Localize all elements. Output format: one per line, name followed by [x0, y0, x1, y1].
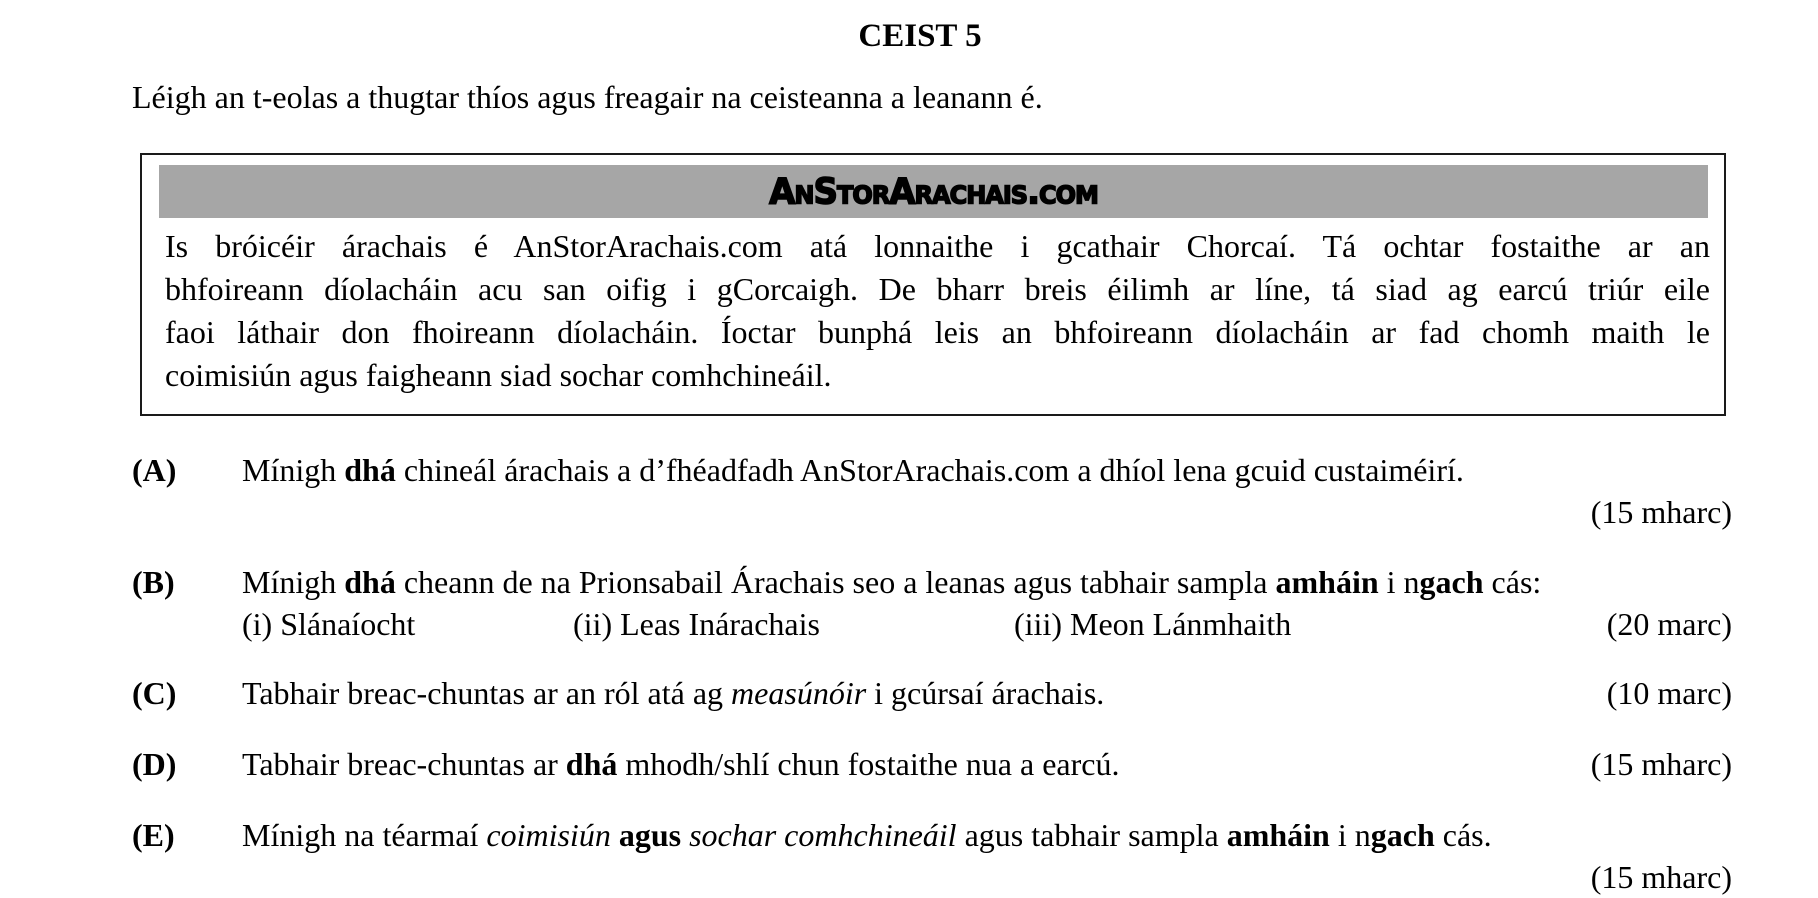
- company-banner: [159, 165, 1708, 218]
- question-text: [242, 450, 1464, 490]
- text-run-bold: amháin: [1275, 564, 1379, 600]
- principle-item: (i) Slánaíocht: [242, 606, 416, 642]
- principle-item: (iii) Meon Lánmhaith: [1014, 606, 1292, 642]
- text-run: i n: [1329, 817, 1371, 853]
- description-line: coimisiún agus faigheann siad sochar comhchineáil.: [165, 357, 832, 393]
- principle-item: (ii) Leas Inárachais: [573, 606, 820, 642]
- question-label: (D): [132, 746, 177, 782]
- question-label: (E): [132, 817, 175, 853]
- question-marks: (15 mharc): [1590, 494, 1732, 530]
- text-run-bold: agus: [610, 817, 690, 853]
- text-run: cás:: [1483, 564, 1542, 600]
- question-label: (A): [132, 452, 177, 488]
- text-run: agus tabhair sampla: [956, 817, 1227, 853]
- text-run: chineál árachais a d’fhéadfadh AnStorArachais.com a dhíol lena gcuid custaiméirí.: [395, 452, 1464, 488]
- text-run-italic: sochar comhchineáil: [689, 817, 957, 853]
- text-run: mhodh/shlí chun fostaithe nua a earcú.: [617, 746, 1120, 782]
- info-box: [140, 153, 1726, 416]
- question-text: [242, 744, 1119, 784]
- company-name: AnStorArachais.com: [769, 170, 1098, 213]
- question-marks: (15 mharc): [1590, 746, 1732, 782]
- text-run: Tabhair breac-chuntas ar an ról atá ag: [242, 675, 732, 711]
- question-marks: (20 marc): [1606, 606, 1732, 642]
- text-run: i gcúrsaí árachais.: [866, 675, 1105, 711]
- question-text: [242, 562, 1541, 602]
- text-run: cás.: [1434, 817, 1492, 853]
- question-text: [242, 673, 1104, 713]
- text-run: cheann de na Prionsabail Árachais seo a leanas agus tabhair sampla: [395, 564, 1276, 600]
- text-run-bold: dhá: [344, 564, 396, 600]
- text-run-bold: amháin: [1226, 817, 1330, 853]
- instructions: Léigh an t-eolas a thugtar thíos agus freagair na ceisteanna a leanann é.: [132, 79, 1043, 115]
- description-line: bhfoireann díolacháin acu san oifig i gCorcaigh. De bharr breis éilimh ar líne, tá siad ag earcú triúr eile: [165, 271, 1710, 307]
- text-run: Mínigh: [242, 452, 345, 488]
- description-line: Is bróicéir árachais é AnStorArachais.com atá lonnaithe i gcathair Chorcaí. Tá ochtar fostaithe ar an: [165, 228, 1710, 264]
- text-run-italic: measúnóir: [731, 675, 867, 711]
- description-line: faoi láthair don fhoireann díolacháin. Íoctar bunphá leis an bhfoireann díolacháin ar fad chomh maith le: [165, 314, 1710, 350]
- text-run-bold: dhá: [344, 452, 396, 488]
- question-text: [242, 815, 1492, 855]
- question-marks: (15 mharc): [1590, 859, 1732, 895]
- text-run: i n: [1378, 564, 1420, 600]
- text-run-bold: gach: [1419, 564, 1484, 600]
- text-run-bold: dhá: [565, 746, 618, 782]
- question-title: CEIST 5: [858, 18, 982, 54]
- question-marks: (10 marc): [1606, 675, 1732, 711]
- text-run: Mínigh: [242, 564, 345, 600]
- text-run-italic: coimisiún: [486, 817, 611, 853]
- question-label: (B): [132, 564, 175, 600]
- text-run-bold: gach: [1370, 817, 1435, 853]
- text-run: Mínigh na téarmaí: [242, 817, 487, 853]
- question-label: (C): [132, 675, 177, 711]
- company-description: [165, 225, 1710, 397]
- text-run: Tabhair breac-chuntas ar: [242, 746, 566, 782]
